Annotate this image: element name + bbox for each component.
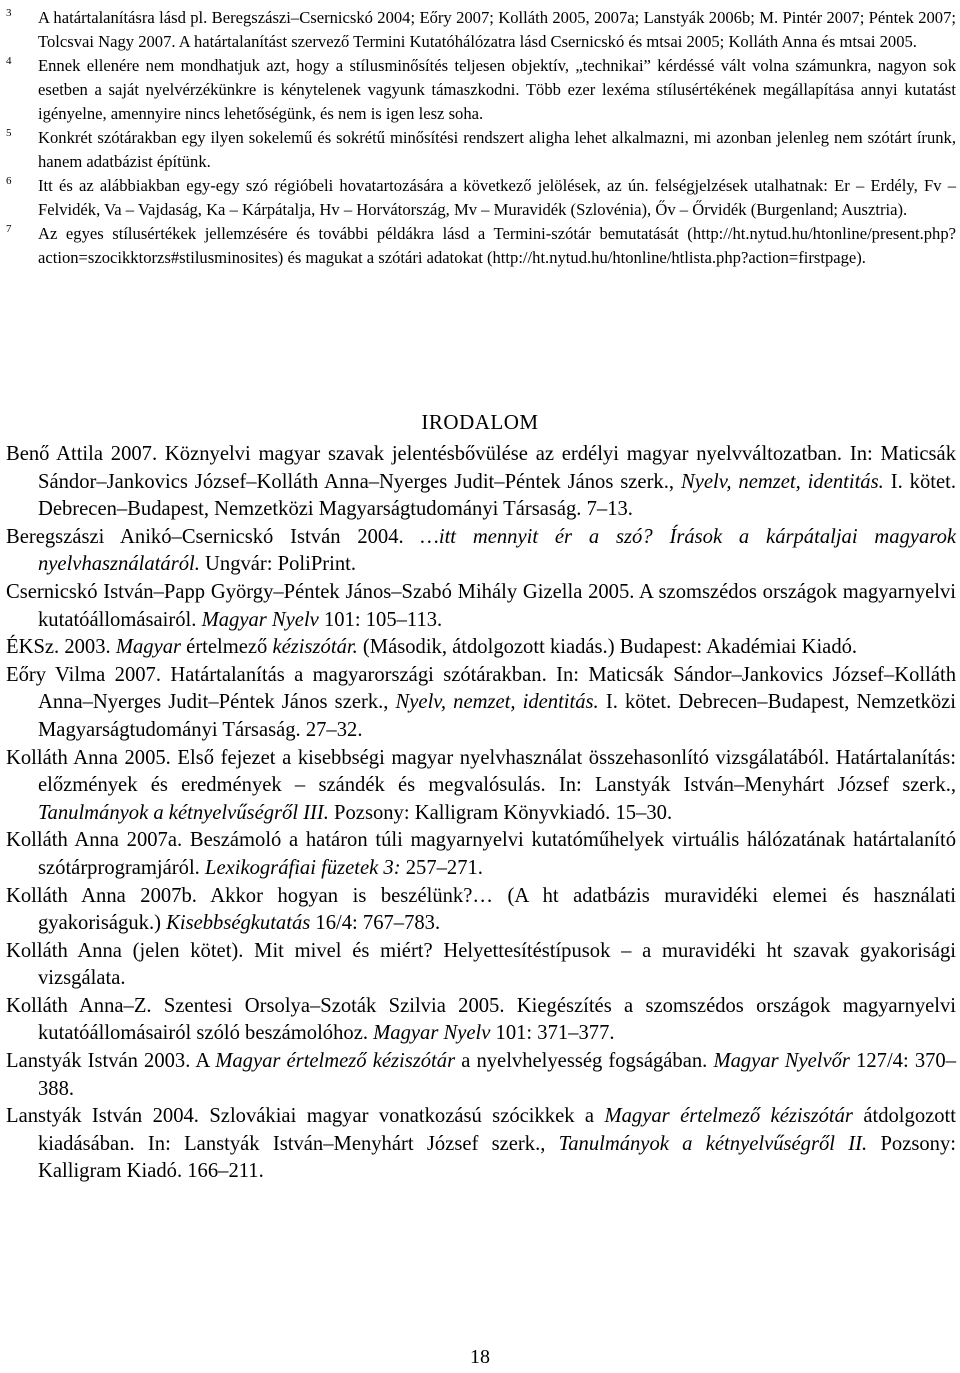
reference-italic-text: Tanulmányok a kétnyelvűségről III. [38, 801, 329, 824]
footnote [6, 6, 956, 54]
footnote-text: Ennek ellenére nem mondhatjuk azt, hogy a stílusminősítés teljesen objektív, „technikai” kérdéssé vált volna számunkra, nagyon sok esetben a saját nyelvérzékünkre is kénytelenek vagyunk támaszkodni. Több ezer lexéma stílusértékének megállapítása annyi kutatást igényelne, amennyire nincs lehetőségünk, és nem is igen lesz soha. [38, 56, 956, 123]
reference-entry [6, 1048, 956, 1103]
reference-entry [6, 662, 956, 745]
reference-text: Kolláth Anna 2007a. Beszámoló a határon túli magyarnyelvi kutatóműhelyek virtuális hálózatának határtalanító szótárprogramjáról. [6, 829, 956, 879]
reference-italic-text: Magyar Nyelv [373, 1022, 491, 1045]
reference-text: I. kötet. Debrecen–Budapest, Nemzetközi Magyarságtudományi Társaság. 7–13. [38, 470, 956, 521]
reference-text: 16/4: 767–783. [310, 912, 441, 935]
reference-text: Lanstyák István 2004. Szlovákiai magyar vonatkozású szócikkek a [6, 1105, 605, 1128]
footnote [6, 126, 956, 174]
reference-entry [6, 524, 956, 579]
reference-italic-text: kéziszótár. [272, 636, 358, 659]
reference-italic-text: Magyar értelmező kéziszótár [215, 1050, 456, 1073]
reference-entry [6, 745, 956, 828]
reference-text: Eőry Vilma 2007. Határtalanítás a magyarországi szótárakban. In: Maticsák Sándor–Jankovics József–Kolláth Anna–Nyerges Judit–Péntek János szerk., [6, 663, 956, 714]
footnote [6, 174, 956, 222]
footnote-number: 5 [6, 127, 12, 139]
footnote [6, 54, 956, 126]
reference-entry [6, 441, 956, 524]
reference-list [6, 441, 956, 1186]
bibliography-heading: IRODALOM [421, 410, 539, 434]
reference-text: Kolláth Anna 2005. Első fejezet a kisebbségi magyar nyelvhasználat összehasonlító vizsgálatából. Határtalanítás: előzmények és eredmények – szándék és megvalósulás. In: Lanstyák István–Menyhárt József szerk., [6, 746, 956, 797]
reference-text: ÉKSz. 2003. [6, 636, 116, 659]
reference-text: Csernicskó István–Papp György–Péntek János–Szabó Mihály Gizella 2005. A szomszédos országok magyarnyelvi kutatóállomásairól. [6, 580, 956, 631]
reference-text: Pozsony: Kalligram Könyvkiadó. 15–30. [328, 801, 673, 824]
footnote-text: Itt és az alábbiakban egy-egy szó régióbeli hovatartozására a következő jelölések, az ún. felségjelzések utalhatnak: Er – Erdély, Fv – Felvidék, Va – Vajdaság, Ka – Kárpátalja, Hv – Horvátország, Mv – Muravidék (Szlovénia), Őv – Őrvidék (Burgenland; Ausztria). [38, 176, 956, 219]
reference-italic-text: …itt mennyit ér a szó? Írások a kárpátaljai magyarok nyelvhasználatáról. [38, 525, 957, 576]
footnote-number: 6 [6, 175, 12, 187]
footnotes [6, 6, 956, 270]
reference-text: Kolláth Anna (jelen kötet). Mit mivel és miért? Helyettesítéstípusok – a muravidéki ht szavak gyakorisági vizsgálata. [6, 939, 956, 990]
reference-text: 101: 371–377. [490, 1022, 615, 1045]
footnote-text: A határtalanításra lásd pl. Beregszászi–Csernicskó 2004; Eőry 2007; Kolláth 2005, 2007a; Lanstyák 2006b; M. Pintér 2007; Péntek 2007; Tolcsvai Nagy 2007. A határtalanítást szervező Termini Kutatóhálózatra lásd Csernicskó és mtsai 2005; Kolláth Anna és mtsai 2005. [38, 8, 956, 51]
footnote-text: Konkrét szótárakban egy ilyen sokelemű és sokrétű minősítési rendszert aligha lehet alkalmazni, mi azonban jelenleg nem szótárt írunk, hanem adatbázist építünk. [38, 128, 956, 171]
reference-text: 101: 105–113. [318, 608, 443, 631]
reference-text: 127/4: 370–388. [38, 1050, 957, 1100]
footnote-number: 7 [6, 223, 12, 235]
reference-entry [6, 938, 956, 993]
reference-italic-text: Magyar értelmező kéziszótár [604, 1105, 853, 1128]
reference-text: Kolláth Anna–Z. Szentesi Orsolya–Szoták Szilvia 2005. Kiegészítés a szomszédos országok magyarnyelvi kutatóállomásairól szóló beszámolóhoz. [6, 994, 956, 1045]
reference-entry [6, 634, 956, 662]
reference-entry [6, 993, 956, 1048]
reference-italic-text: Tanulmányok a kétnyelvűségről II. [558, 1132, 868, 1155]
reference-text: Beregszászi Anikó–Csernicskó István 2004. [6, 525, 421, 548]
reference-italic-text: Lexikográfiai füzetek 3: [204, 856, 401, 879]
reference-italic-text: Magyar Nyelvőr [713, 1050, 850, 1073]
reference-italic-text: Nyelv, nemzet, identitás. [680, 470, 884, 493]
reference-text: átdolgozott kiadásában. In: Lanstyák István–Menyhárt József szerk., [38, 1105, 956, 1155]
reference-text: Lanstyák István 2003. A [6, 1050, 216, 1073]
page-number: 18 [470, 1346, 490, 1368]
reference-italic-text: Nyelv, nemzet, identitás. [395, 691, 599, 714]
reference-text: (Második, átdolgozott kiadás.) Budapest: Akadémiai Kiadó. [357, 636, 858, 659]
footnote-number: 3 [6, 7, 12, 19]
reference-text: I. kötet. Debrecen–Budapest, Nemzetközi Magyarságtudományi Társaság. 27–32. [38, 691, 957, 741]
reference-text: Kolláth Anna 2007b. Akkor hogyan is beszélünk?… (A ht adatbázis muravidéki elemei és használati gyakoriságuk.) [6, 884, 956, 935]
reference-italic-text: Magyar Nyelv [201, 608, 319, 631]
reference-italic-text: Kisebbségkutatás [166, 912, 311, 935]
footnote-text: Az egyes stílusértékek jellemzésére és további példákra lásd a Termini-szótár bemutatását (http://ht.nytud.hu/htonline/present.php?action=szocikktorzs#stilusminosites) és magukat a szótári adatokat (http://ht.nytud.hu/htonline/htlista.php?action=firstpage). [38, 224, 956, 267]
reference-text: Pozsony: Kalligram Kiadó. 166–211. [38, 1132, 956, 1183]
reference-entry [6, 827, 956, 882]
reference-text: Ungvár: PoliPrint. [199, 553, 357, 576]
reference-italic-text: Magyar [115, 636, 182, 659]
reference-entry [6, 883, 956, 938]
reference-text: a nyelvhelyesség fogságában. [455, 1050, 714, 1073]
reference-entry [6, 1103, 956, 1186]
reference-text: Benő Attila 2007. Köznyelvi magyar szavak jelentésbővülése az erdélyi magyar nyelvváltozatban. In: Maticsák Sándor–Jankovics József–Kolláth Anna–Nyerges Judit–Péntek János szerk., [6, 443, 956, 493]
reference-text: 257–271. [400, 856, 483, 879]
footnote [6, 222, 956, 270]
reference-entry [6, 579, 956, 634]
footnote-number: 4 [6, 55, 12, 67]
reference-text: értelmező [181, 636, 273, 659]
